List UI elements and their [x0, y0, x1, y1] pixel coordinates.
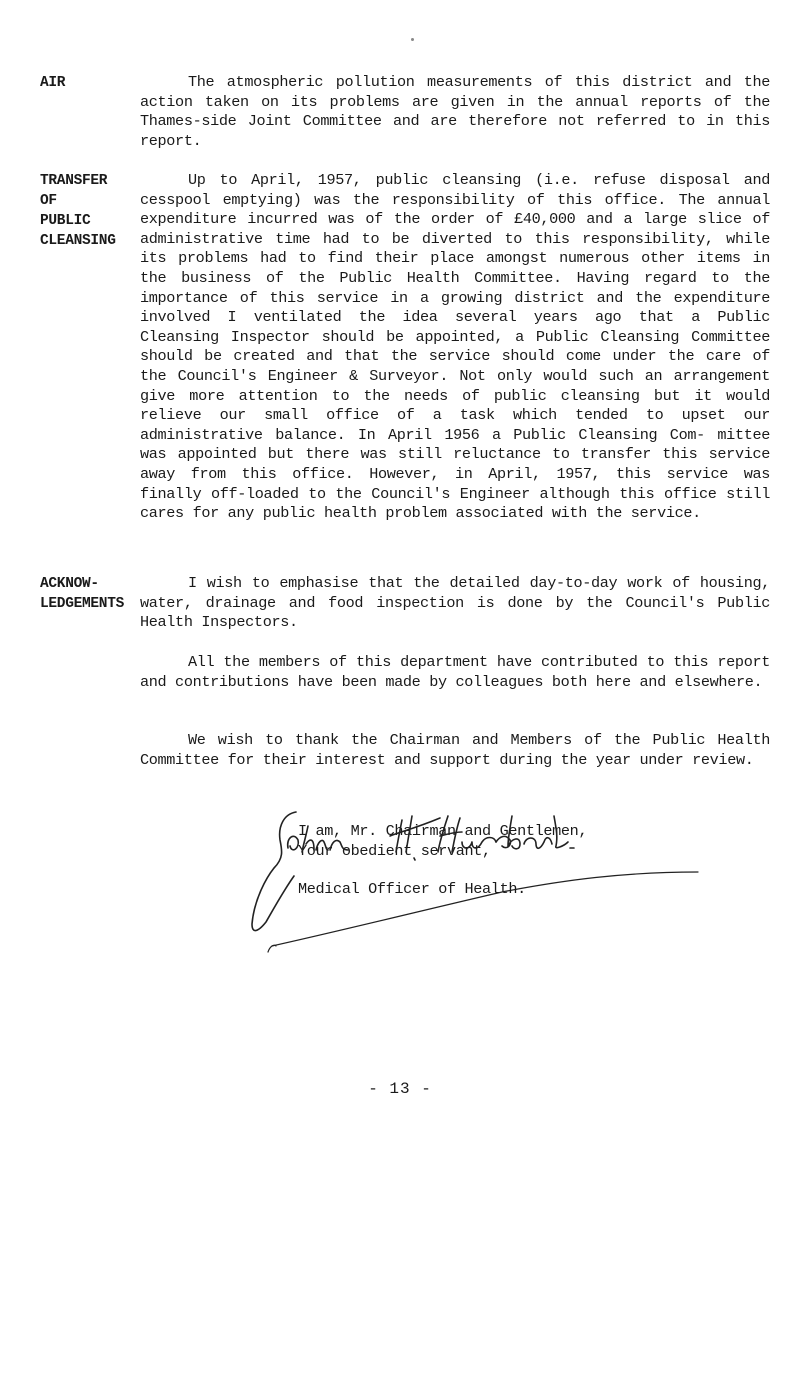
paragraph-acknowledgements-3: We wish to thank the Chairman and Members of the Public Health Committee for their interest and support during the year under review.: [140, 731, 770, 769]
paragraph-acknowledgements-2: All the members of this department have contributed to this report and contributions have been made by colleagues both here and elsewhere.: [140, 653, 770, 691]
section-heading-transfer-of-public-cleansing: TRANSFER OF PUBLIC CLEANSING: [40, 173, 116, 249]
paragraph-acknowledgements-1: I wish to emphasise that the detailed day-to-day work of housing, water, drainage and food inspection is done by the Council's Public Health Inspectors.: [140, 574, 770, 632]
paragraph-transfer-of-public-cleansing: Up to April, 1957, public cleansing (i.e. refuse disposal and cesspool emptying) was the responsibility of this office. The annual expenditure incurred was of the order of £40,000 and a large slice of administrative time had to be diverted to this responsibility, while its problems had to find their place amongst numerous other items in the business of the Public Health Committee. Having regard to the importance of this service in a growing district and the expenditure involved I ventilated the idea several years ago that a Public Cleansing Inspector should be appointed, a Public Cleansing Committee should be created and that the service should come under the care of the Council's Engineer & Surveyor. Not only would such an arrangement give more attention to the needs of public cleansing but it would relieve our small office of a task which tended to upset our administrative balance. In April 1956 a Public Cleansing Com- mittee was appointed but there was still reluctance to transfer this service away from this office. However, in April, 1957, this service was finally off-loaded to the Council's Engineer although this office still cares for any public health problem associated with the service.: [140, 171, 770, 523]
section-heading-air: AIR: [40, 75, 66, 91]
page-number: - 13 -: [368, 1080, 432, 1098]
section-heading-acknowledgements: ACKNOW- LEDGEMENTS: [40, 576, 125, 612]
closing-salutation: I am, Mr. Chairman and Gentlemen,: [298, 822, 588, 840]
paragraph-air: The atmospheric pollution measurements of this district and the action taken on its problems are given in the annual reports of the Thames-side Joint Committee and are therefore not referred to in this report.: [140, 73, 770, 150]
signatory-title: Medical Officer of Health.: [298, 880, 526, 898]
closing-valediction: Your obedient servant,: [298, 841, 491, 860]
scan-speck: [411, 38, 414, 41]
